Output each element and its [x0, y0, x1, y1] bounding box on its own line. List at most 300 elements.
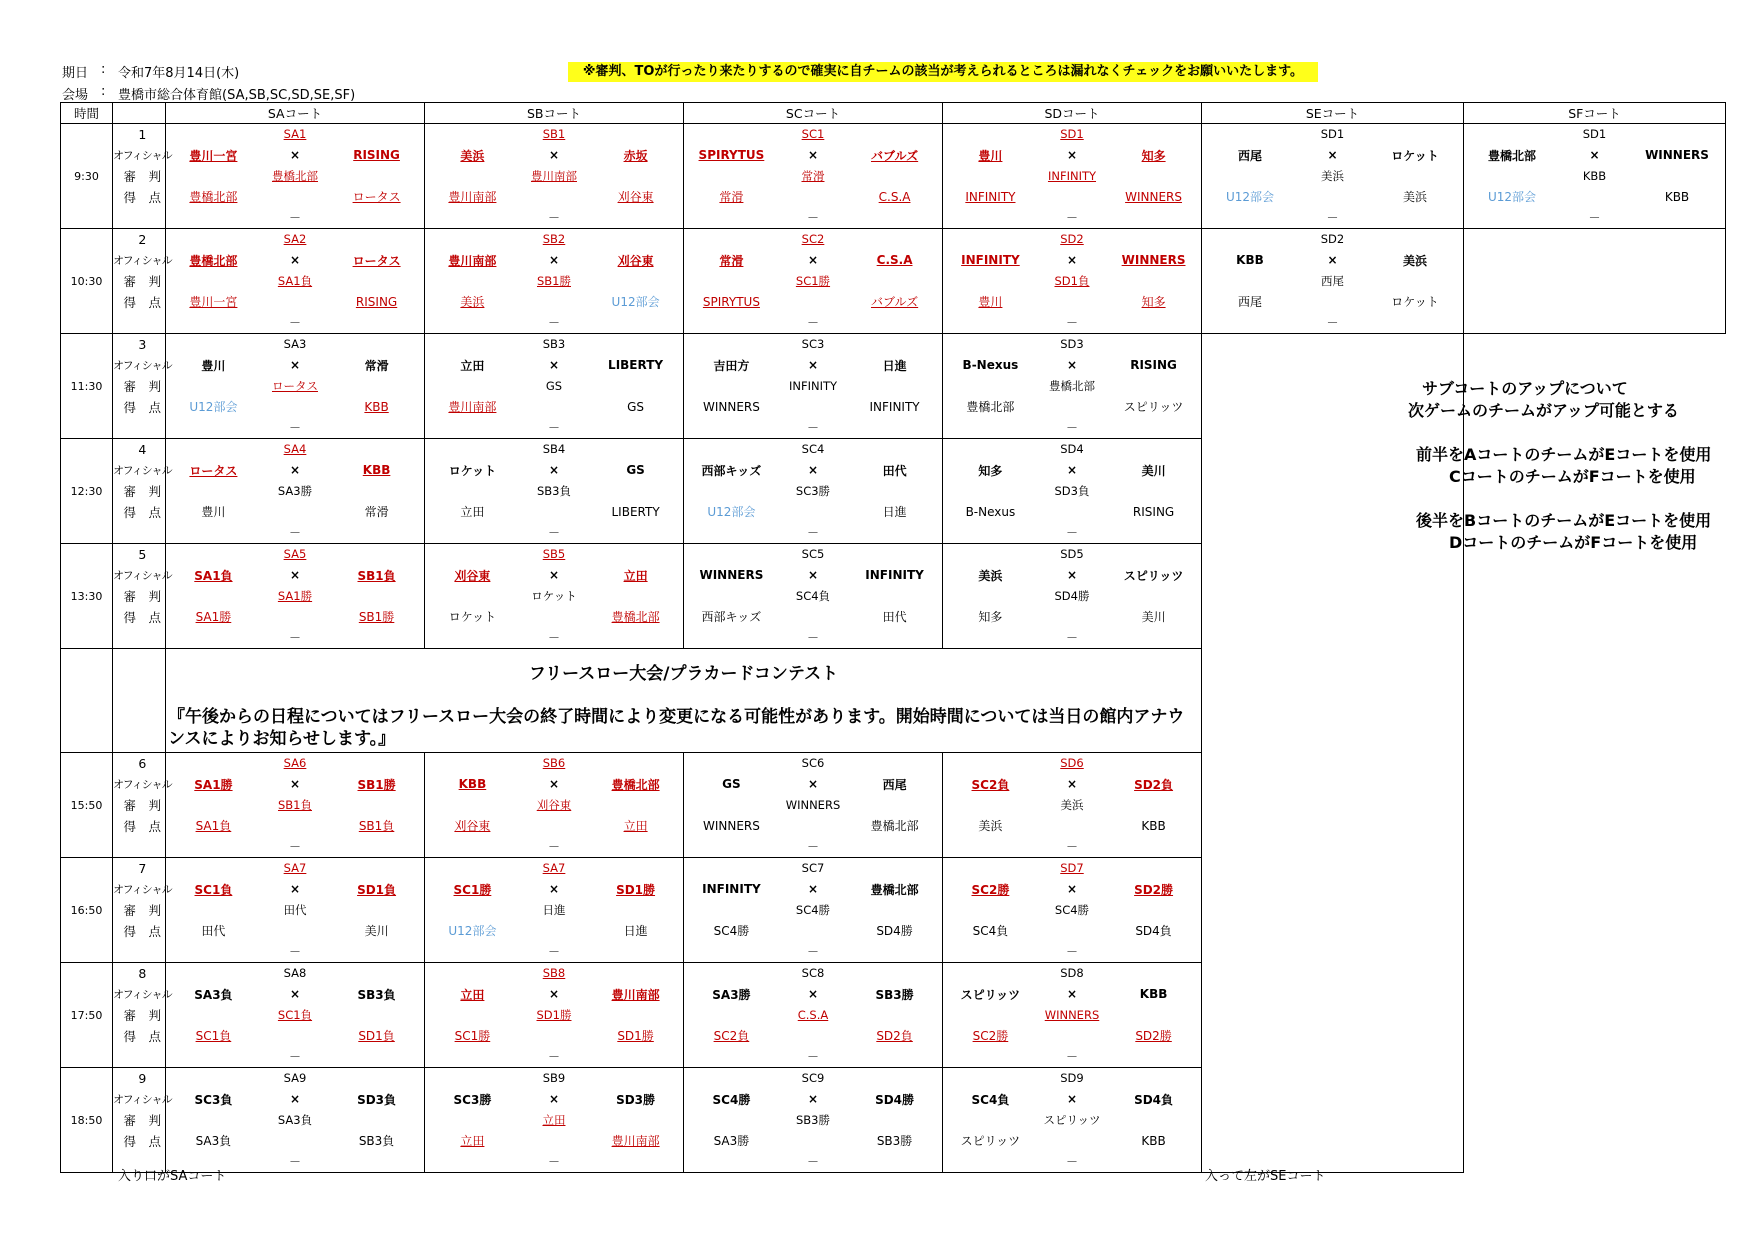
- referee-a: 豊橋北部: [966, 400, 1015, 415]
- game-block: [166, 229, 424, 333]
- referee-a: SA1負: [195, 819, 232, 834]
- game-cell: [943, 963, 1202, 1068]
- subcourt-note-line: 次ゲームのチームがアップ可能とする: [1408, 401, 1679, 420]
- game-block: [425, 753, 683, 857]
- referee-a: 豊川: [978, 295, 1003, 310]
- versus-mark: ×: [289, 568, 301, 583]
- game-cell: [1202, 124, 1464, 229]
- team-a: 立田: [460, 987, 485, 1002]
- referee-b: スピリッツ: [1123, 400, 1184, 415]
- official-label: オフィシャル: [113, 464, 172, 478]
- footer-right-note: 入って左がSEコート: [1205, 1169, 1326, 1184]
- game-cell: [425, 963, 684, 1068]
- official-team: 美浜: [1060, 797, 1084, 812]
- referee-a: SC2負: [713, 1029, 750, 1044]
- team-b: WINNERS: [1645, 148, 1709, 163]
- team-b: 西尾: [882, 777, 907, 792]
- official-label: オフィシャル: [113, 569, 172, 583]
- official-team: 常滑: [801, 168, 825, 183]
- versus-mark: ×: [807, 777, 819, 792]
- team-a: SC3勝: [453, 1092, 492, 1107]
- game-cell: [425, 753, 684, 858]
- official-team: SD1負: [1054, 273, 1090, 288]
- game-block: [166, 334, 424, 438]
- slot-time: 18:50: [61, 1068, 113, 1173]
- team-a: SPIRYTUS: [698, 148, 765, 163]
- game-cell: [425, 334, 684, 439]
- team-b: SD4勝: [875, 1092, 915, 1107]
- team-b: SB3負: [357, 987, 396, 1002]
- referee-a: ロケット: [448, 610, 497, 625]
- subcourt-note-text: [1202, 378, 1712, 554]
- referee-a: 豊橋北部: [189, 190, 238, 205]
- game-id: SC5: [801, 547, 825, 562]
- game-cell: [425, 544, 684, 649]
- score-label: 得 点: [123, 189, 162, 205]
- referee-a: 田代: [201, 924, 226, 939]
- team-a: INFINITY: [961, 253, 1020, 268]
- score-dash: －: [547, 945, 560, 960]
- team-b: 美川: [1141, 463, 1166, 478]
- team-b: RISING: [1130, 358, 1177, 373]
- game-id: SA5: [283, 547, 307, 562]
- referee-a: U12部会: [707, 505, 756, 520]
- versus-mark: ×: [1066, 568, 1078, 583]
- score-dash: －: [1326, 316, 1339, 331]
- versus-mark: ×: [1327, 148, 1338, 163]
- subcourt-note-line: [1202, 422, 1463, 444]
- game-cell: [684, 963, 943, 1068]
- game-block: [1202, 229, 1463, 333]
- game-id: SA7: [542, 861, 566, 876]
- official-team: ロケット: [531, 588, 577, 603]
- referee-a: U12部会: [1225, 190, 1274, 205]
- referee-b: 豊橋北部: [611, 610, 660, 625]
- game-cell: [684, 544, 943, 649]
- official-team: WINNERS: [785, 797, 841, 812]
- game-cell: [166, 1068, 425, 1173]
- referee-a: SC1負: [195, 1029, 232, 1044]
- referee-b: SD1勝: [617, 1029, 654, 1044]
- referee-a: 立田: [460, 505, 485, 520]
- official-label: オフィシャル: [113, 254, 172, 268]
- game-block: [425, 229, 683, 333]
- game-block: [166, 858, 424, 962]
- versus-mark: ×: [289, 1092, 301, 1107]
- team-a: SA3負: [194, 987, 233, 1002]
- official-team: 田代: [283, 902, 307, 917]
- referee-a: SA3勝: [713, 1134, 750, 1149]
- game-id: SD7: [1060, 861, 1084, 876]
- score-dash: －: [806, 421, 819, 436]
- score-label: 得 点: [123, 609, 162, 625]
- referee-a: INFINITY: [965, 189, 1016, 204]
- referee-b: 美川: [1141, 610, 1166, 625]
- game-id: SD8: [1060, 966, 1084, 981]
- official-team: SC1勝: [795, 273, 831, 288]
- slot-number: 9: [138, 1070, 147, 1086]
- game-id: SB5: [542, 547, 566, 562]
- team-a: SA1勝: [194, 777, 233, 792]
- slot-time: 9:30: [61, 124, 113, 229]
- versus-mark: ×: [548, 987, 560, 1002]
- referee-b: INFINITY: [869, 399, 920, 414]
- team-a: 豊川南部: [448, 253, 497, 268]
- official-team: INFINITY: [788, 378, 838, 393]
- official-team: 刈谷東: [536, 797, 572, 812]
- venue-colon: :: [101, 84, 106, 99]
- score-dash: －: [1065, 840, 1078, 855]
- game-cell: [166, 229, 425, 334]
- slot-label-stack: [113, 334, 172, 438]
- game-cell: [943, 858, 1202, 963]
- empty-cell-sf: [1464, 229, 1726, 334]
- score-label: 得 点: [123, 1028, 162, 1044]
- game-block: [166, 753, 424, 857]
- team-a: GS: [722, 777, 741, 792]
- game-id: SD1: [1060, 127, 1084, 142]
- game-cell: [166, 334, 425, 439]
- game-block: [166, 124, 424, 228]
- referee-a: WINNERS: [702, 399, 760, 414]
- official-team: ロータス: [271, 378, 318, 393]
- team-b: RISING: [353, 148, 400, 163]
- official-team: SD4勝: [1054, 588, 1090, 603]
- referee-a: 常滑: [719, 190, 744, 205]
- team-a: 西部キッズ: [701, 463, 762, 478]
- label-header: [113, 103, 166, 124]
- official-team: 豊川南部: [530, 168, 577, 183]
- score-dash: －: [547, 421, 560, 436]
- referee-b: SD2勝: [1135, 1029, 1172, 1044]
- score-dash: －: [1065, 421, 1078, 436]
- game-cell: [684, 858, 943, 963]
- referee-b: KBB: [1664, 189, 1690, 204]
- game-block: [425, 963, 683, 1067]
- team-b: SD2負: [1134, 777, 1174, 792]
- date-colon: :: [101, 62, 106, 77]
- official-label: オフィシャル: [113, 1093, 172, 1107]
- referee-a: 知多: [978, 610, 1003, 625]
- score-dash: －: [1065, 1155, 1078, 1170]
- referee-a: WINNERS: [702, 818, 760, 833]
- schedule-row: [61, 858, 1726, 963]
- slot-label-stack: [113, 229, 172, 333]
- referee-a: 豊川南部: [448, 400, 497, 415]
- versus-mark: ×: [548, 777, 560, 792]
- game-cell: [425, 229, 684, 334]
- score-dash: －: [288, 945, 301, 960]
- team-a: 常滑: [719, 253, 744, 268]
- referee-b: SD4負: [1135, 924, 1172, 939]
- referee-b: SB1負: [358, 819, 395, 834]
- team-b: SB1負: [357, 568, 396, 583]
- game-id: SB3: [542, 337, 566, 352]
- versus-mark: ×: [548, 882, 560, 897]
- score-dash: －: [806, 211, 819, 226]
- game-block: [943, 858, 1201, 962]
- score-dash: －: [1065, 945, 1078, 960]
- game-id: SD1: [1320, 127, 1345, 142]
- team-b: INFINITY: [865, 568, 924, 583]
- team-b: 田代: [882, 463, 907, 478]
- game-block: [166, 544, 424, 648]
- official-team: SB1負: [277, 797, 312, 812]
- team-a: 豊橋北部: [1487, 148, 1536, 163]
- team-a: WINNERS: [699, 568, 764, 583]
- official-team: 西尾: [1320, 273, 1344, 288]
- official-team: SA3負: [277, 1112, 313, 1127]
- score-dash: －: [288, 316, 301, 331]
- slot-number: 6: [138, 755, 147, 771]
- team-b: GS: [626, 463, 645, 478]
- official-team: 日進: [542, 902, 566, 917]
- referee-label: 審 判: [123, 902, 162, 918]
- game-id: SD2: [1060, 232, 1084, 247]
- game-block: [684, 124, 942, 228]
- team-a: SC2負: [971, 777, 1010, 792]
- referee-a: SC1勝: [454, 1029, 491, 1044]
- game-block: [425, 544, 683, 648]
- game-block: [943, 544, 1201, 648]
- versus-mark: ×: [1327, 253, 1338, 268]
- subcourt-note-line: DコートのチームがFコートを使用: [1449, 533, 1698, 552]
- referee-b: U12部会: [611, 295, 660, 310]
- referee-a: スピリッツ: [960, 1134, 1021, 1149]
- referee-b: SB1勝: [358, 610, 395, 625]
- referee-a: U12部会: [189, 400, 238, 415]
- team-b: WINNERS: [1121, 253, 1186, 268]
- referee-b: 美川: [364, 924, 389, 939]
- game-cell: [943, 124, 1202, 229]
- game-block: [166, 1068, 424, 1172]
- schedule-row: [61, 753, 1726, 858]
- team-b: 美浜: [1403, 253, 1428, 268]
- game-cell: [425, 124, 684, 229]
- versus-mark: ×: [807, 568, 819, 583]
- team-a: 刈谷東: [454, 568, 491, 583]
- versus-mark: ×: [289, 358, 301, 373]
- team-a: ロケット: [448, 463, 497, 478]
- team-b: SD1勝: [616, 882, 656, 897]
- official-team: SC3勝: [795, 483, 831, 498]
- slot-number: 7: [138, 860, 147, 876]
- slot-number: 3: [138, 336, 147, 352]
- game-id: SB2: [542, 232, 566, 247]
- referee-a: 西部キッズ: [701, 610, 762, 625]
- game-block: [943, 439, 1201, 543]
- score-dash: －: [806, 945, 819, 960]
- official-team: SB3勝: [795, 1112, 830, 1127]
- subcourt-note-line: サブコートのアップについて: [1422, 379, 1628, 398]
- game-block: [684, 229, 942, 333]
- game-block: [166, 963, 424, 1067]
- game-id: SB9: [542, 1071, 566, 1086]
- versus-mark: ×: [548, 358, 560, 373]
- game-cell: [1464, 124, 1726, 229]
- score-dash: －: [1588, 211, 1601, 226]
- team-b: SD4負: [1134, 1092, 1174, 1107]
- game-cell: [166, 963, 425, 1068]
- game-id: SA9: [283, 1071, 307, 1086]
- team-a: SC3負: [194, 1092, 233, 1107]
- slot-labels: [113, 229, 172, 334]
- venue-value: 豊橋市総合体育館(SA,SB,SC,SD,SE,SF): [118, 88, 356, 103]
- slot-time: 17:50: [61, 963, 113, 1068]
- court-header-se: SEコート: [1202, 103, 1464, 124]
- game-block: [425, 858, 683, 962]
- referee-b: ロータス: [352, 190, 401, 205]
- court-header-sd: SDコート: [943, 103, 1202, 124]
- slot-labels: [113, 544, 172, 649]
- score-dash: －: [547, 1050, 560, 1065]
- team-b: スピリッツ: [1123, 568, 1184, 583]
- game-id: SD2: [1320, 232, 1345, 247]
- score-dash: －: [1065, 316, 1078, 331]
- referee-label: 審 判: [123, 797, 162, 813]
- versus-mark: ×: [1066, 882, 1078, 897]
- team-b: LIBERTY: [608, 358, 664, 373]
- free-throw-note: 『午後からの日程についてはフリースロー大会の終了時間により変更になる可能性があります。開始時間については当日の館内アナウンスによりお知らせします。』: [168, 707, 1185, 749]
- team-b: KBB: [1139, 987, 1168, 1002]
- team-a: 知多: [978, 463, 1003, 478]
- team-a: KBB: [458, 777, 487, 792]
- versus-mark: ×: [807, 1092, 819, 1107]
- team-a: 吉田方: [713, 358, 750, 373]
- subcourt-note-line: [1202, 488, 1463, 510]
- referee-label: 審 判: [123, 1007, 162, 1023]
- official-team: 豊橋北部: [271, 168, 318, 183]
- referee-b: 田代: [882, 610, 907, 625]
- score-dash: －: [288, 526, 301, 541]
- team-a: 豊川: [978, 148, 1003, 163]
- official-team: WINNERS: [1044, 1007, 1100, 1022]
- game-block: [425, 334, 683, 438]
- game-id: SA3: [283, 337, 307, 352]
- game-id: SB1: [542, 127, 566, 142]
- game-id: SD4: [1060, 442, 1084, 457]
- referee-b: GS: [627, 399, 645, 414]
- team-a: SC1負: [194, 882, 233, 897]
- game-id: SA6: [283, 756, 307, 771]
- score-dash: －: [806, 1155, 819, 1170]
- game-cell: [684, 439, 943, 544]
- referee-a: 豊川: [201, 505, 226, 520]
- referee-b: 常滑: [364, 505, 389, 520]
- score-label: 得 点: [123, 294, 162, 310]
- official-team: INFINITY: [1047, 168, 1097, 183]
- score-dash: －: [1065, 1050, 1078, 1065]
- referee-b: C.S.A: [878, 189, 911, 204]
- official-label: オフィシャル: [113, 778, 172, 792]
- schedule-row: [61, 1068, 1726, 1173]
- team-b: 豊橋北部: [611, 777, 660, 792]
- score-dash: －: [547, 1155, 560, 1170]
- referee-a: 美浜: [978, 819, 1003, 834]
- game-block: [1464, 124, 1725, 228]
- official-label: オフィシャル: [113, 883, 172, 897]
- versus-mark: ×: [289, 148, 301, 163]
- score-dash: －: [806, 1050, 819, 1065]
- game-id: SB8: [542, 966, 566, 981]
- referee-a: 西尾: [1237, 295, 1262, 310]
- score-dash: －: [1065, 631, 1078, 646]
- referee-b: LIBERTY: [611, 504, 660, 519]
- referee-b: ロケット: [1391, 295, 1439, 310]
- referee-b: SB3負: [358, 1134, 395, 1149]
- game-id: SC4: [801, 442, 825, 457]
- schedule-row: [61, 229, 1726, 334]
- game-cell: [166, 124, 425, 229]
- slot-label-stack: [113, 544, 172, 648]
- game-block: [943, 124, 1201, 228]
- subcourt-note-line: 前半をAコートのチームがEコートを使用: [1416, 445, 1712, 464]
- game-id: SC1: [801, 127, 825, 142]
- versus-mark: ×: [1066, 987, 1078, 1002]
- referee-label: 審 判: [123, 1112, 162, 1128]
- official-team: SB3負: [536, 483, 571, 498]
- referee-b: RISING: [355, 294, 398, 309]
- referee-a: U12部会: [1487, 190, 1536, 205]
- game-cell: [684, 753, 943, 858]
- team-b: SD3負: [357, 1092, 397, 1107]
- game-id: SC3: [801, 337, 825, 352]
- game-block: [425, 1068, 683, 1172]
- team-a: INFINITY: [702, 882, 761, 897]
- official-team: SC1負: [277, 1007, 313, 1022]
- game-cell: [425, 1068, 684, 1173]
- court-header-sf: SFコート: [1464, 103, 1726, 124]
- versus-mark: ×: [1589, 148, 1600, 163]
- official-team: SC4勝: [795, 902, 831, 917]
- game-id: SD3: [1060, 337, 1084, 352]
- game-id: SD6: [1060, 756, 1084, 771]
- court-header-sc: SCコート: [684, 103, 943, 124]
- referee-b: 刈谷東: [617, 190, 654, 205]
- score-label: 得 点: [123, 1133, 162, 1149]
- versus-mark: ×: [289, 777, 301, 792]
- game-block: [1202, 124, 1463, 228]
- game-cell: [684, 124, 943, 229]
- game-block: [425, 124, 683, 228]
- official-team: SA1負: [277, 273, 313, 288]
- official-team: C.S.A: [797, 1007, 829, 1022]
- slot-labels: [113, 439, 172, 544]
- slot-label-stack: [113, 963, 172, 1067]
- team-a: スピリッツ: [960, 987, 1021, 1002]
- versus-mark: ×: [548, 1092, 560, 1107]
- score-dash: －: [806, 526, 819, 541]
- versus-mark: ×: [1066, 358, 1078, 373]
- versus-mark: ×: [1066, 253, 1078, 268]
- team-a: SA1負: [194, 568, 233, 583]
- team-b: 刈谷東: [617, 253, 654, 268]
- official-team: KBB: [1582, 168, 1607, 183]
- game-block: [684, 439, 942, 543]
- referee-b: バブルズ: [870, 295, 919, 310]
- game-id: SA1: [283, 127, 307, 142]
- game-cell: [1202, 229, 1464, 334]
- score-dash: －: [806, 631, 819, 646]
- versus-mark: ×: [807, 463, 819, 478]
- official-team: SD1勝: [536, 1007, 572, 1022]
- versus-mark: ×: [548, 568, 560, 583]
- game-cell: [943, 229, 1202, 334]
- team-b: SB3勝: [875, 987, 914, 1002]
- versus-mark: ×: [289, 253, 301, 268]
- game-cell: [166, 439, 425, 544]
- team-a: SC2勝: [971, 882, 1010, 897]
